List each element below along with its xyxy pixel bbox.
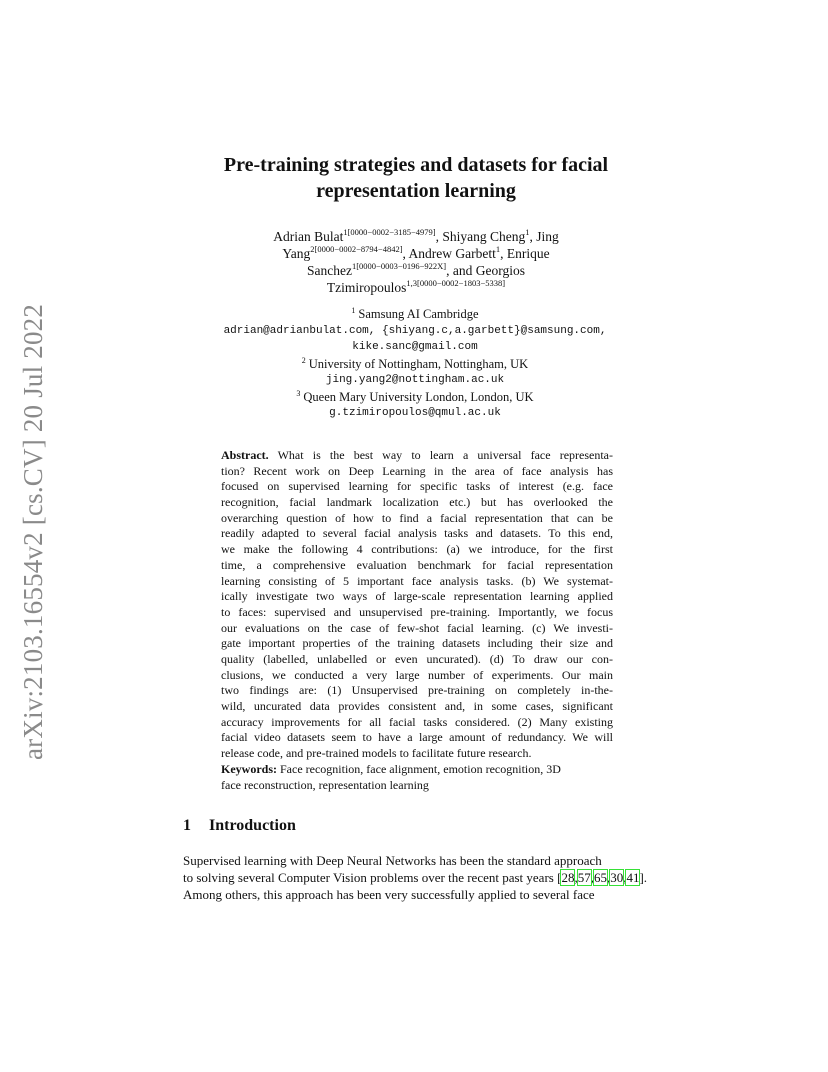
- author-name: , Shiyang Cheng: [435, 229, 526, 244]
- section-title: Introduction: [209, 817, 296, 834]
- author-line: [228, 279, 604, 296]
- arxiv-identifier-stamp: arXiv:2103.16554v2 [cs.CV] 20 Jul 2022: [18, 303, 48, 760]
- intro-paragraph: [183, 852, 687, 903]
- abstract-line: overarching question of how to find a facial representation that can be: [221, 510, 613, 525]
- affiliation-name: [200, 306, 630, 323]
- abstract-line: our evaluations on the case of few-shot facial learning. (c) We investi-: [221, 620, 613, 635]
- abstract-line: wild, uncurated data provides consistent and, in some cases, significant: [221, 699, 613, 713]
- abstract-line: quality (labelled, unlabelled or even uncurated). (d) To draw our con-: [221, 651, 613, 666]
- title-line: representation learning: [316, 180, 516, 202]
- citation-bracket: ]: [639, 870, 644, 885]
- abstract-line: focused on supervised learning for specific tasks of interest (e.g. face: [221, 479, 613, 494]
- affiliation-name: [200, 389, 630, 406]
- abstract-line: to faces: supervised and unsupervised pre-training. Importantly, we focus: [221, 604, 613, 619]
- affiliation-email[interactable]: kike.sanc@gmail.com: [352, 341, 478, 353]
- abstract-line: tion? Recent work on Deep Learning in the area of face analysis has: [221, 463, 613, 478]
- abstract: [221, 448, 613, 762]
- abstract-line: clusions, we conducted a very large number of experiments. Our main: [221, 667, 613, 682]
- body-text: .: [643, 870, 648, 885]
- abstract-line: time, a comprehensive evaluation benchmark for facial representation: [221, 557, 613, 572]
- citation-link[interactable]: 28: [561, 870, 575, 885]
- paper-title: [140, 152, 692, 204]
- keywords-text: Face recognition, face alignment, emotion recognition, 3D: [277, 762, 561, 776]
- body-line: Supervised learning with Deep Neural Networks has been the standard approach: [183, 853, 602, 868]
- author-line: [228, 262, 604, 279]
- citation-bracket: [: [557, 870, 562, 885]
- keywords: [221, 762, 613, 793]
- title-line: Pre-training strategies and datasets for facial: [223, 154, 609, 176]
- keywords-line: face reconstruction, representation learning: [221, 777, 429, 792]
- citation-link[interactable]: 41: [626, 870, 640, 885]
- author-name: , Enrique: [500, 246, 550, 261]
- author-orcid: 1,3[0000−0002−1803−5338]: [406, 278, 506, 288]
- abstract-line: ically investigate two ways of large-scale representation learning applied: [221, 589, 613, 604]
- abstract-line: recognition, facial landmark localization etc.) but has overlooked the: [221, 495, 613, 510]
- author-affil-mark: 1: [495, 244, 501, 254]
- keywords-label: Keywords:: [221, 762, 277, 776]
- author-line: [228, 245, 604, 262]
- abstract-line: gate important properties of the training datasets including their size and: [221, 636, 613, 651]
- affil-text: University of Nottingham, Nottingham, UK: [308, 356, 529, 371]
- affiliation-email[interactable]: adrian@adrianbulat.com, {shiyang.c,a.garbett}@samsung.com,: [223, 324, 607, 337]
- affil-mark: 3: [296, 388, 301, 398]
- author-orcid: 1[0000−0002−3185−4979]: [343, 227, 436, 237]
- body-line: to solving several Computer Vision problems over the recent past years [28,57,65,30,41].: [183, 870, 648, 885]
- affiliation-email[interactable]: g.tzimiropoulos@qmul.ac.uk: [329, 407, 501, 419]
- affil-text: Queen Mary University London, London, UK: [303, 389, 534, 404]
- author-name: Sanchez: [306, 263, 352, 278]
- body-line: Among others, this approach has been very successfully applied to several face: [183, 887, 595, 902]
- abstract-label: Abstract.: [221, 448, 269, 462]
- affiliations: [200, 306, 630, 422]
- abstract-line: [221, 448, 613, 464]
- section-heading: [183, 817, 296, 835]
- abstract-text: What is the best way to learn a universal face representa-: [268, 448, 613, 462]
- author-affil-mark: 1: [525, 227, 530, 237]
- author-list: [228, 228, 604, 296]
- abstract-line: facial video datasets seem to have a large amount of redundancy. We will: [221, 730, 613, 745]
- affil-mark: 2: [301, 355, 306, 365]
- affil-mark: 1: [351, 306, 356, 315]
- keywords-line: [221, 762, 613, 778]
- author-name: Adrian Bulat: [273, 229, 344, 244]
- abstract-line: learning consisting of 5 important face analysis tasks. (b) We systemat-: [221, 573, 613, 588]
- abstract-line: accuracy improvements for all facial tasks considered. (2) Many existing: [221, 714, 613, 729]
- author-name: , Jing: [529, 229, 559, 244]
- body-text: to solving several Computer Vision problems over the recent past years: [183, 870, 558, 885]
- author-orcid: 1[0000−0003−0196−922X]: [351, 261, 447, 271]
- affil-text: Samsung AI Cambridge: [358, 307, 479, 321]
- citation-link[interactable]: 57: [577, 870, 591, 885]
- citation-link[interactable]: 65: [593, 870, 607, 885]
- author-name: Yang: [282, 246, 311, 261]
- author-name: , and Georgios: [446, 263, 526, 278]
- author-name: , Andrew Garbett: [402, 246, 496, 261]
- abstract-line: two findings are: (1) Unsupervised pre-training on completely in-the-: [221, 683, 613, 698]
- author-line: [228, 228, 604, 245]
- abstract-line: release code, and pre-trained models to facilitate future research.: [221, 746, 532, 761]
- abstract-line: we make the following 4 contributions: (a) we introduce, for the first: [221, 542, 613, 557]
- citation-link[interactable]: 30: [610, 870, 624, 885]
- section-number: 1: [183, 817, 191, 834]
- affiliation-name: [200, 356, 630, 373]
- affiliation-email[interactable]: jing.yang2@nottingham.ac.uk: [325, 374, 505, 386]
- abstract-line: readily adapted to several facial analysis tasks and datasets. To this end,: [221, 526, 613, 541]
- author-orcid: 2[0000−0002−8794−4842]: [310, 244, 403, 254]
- author-name: Tzimiropoulos: [326, 280, 407, 295]
